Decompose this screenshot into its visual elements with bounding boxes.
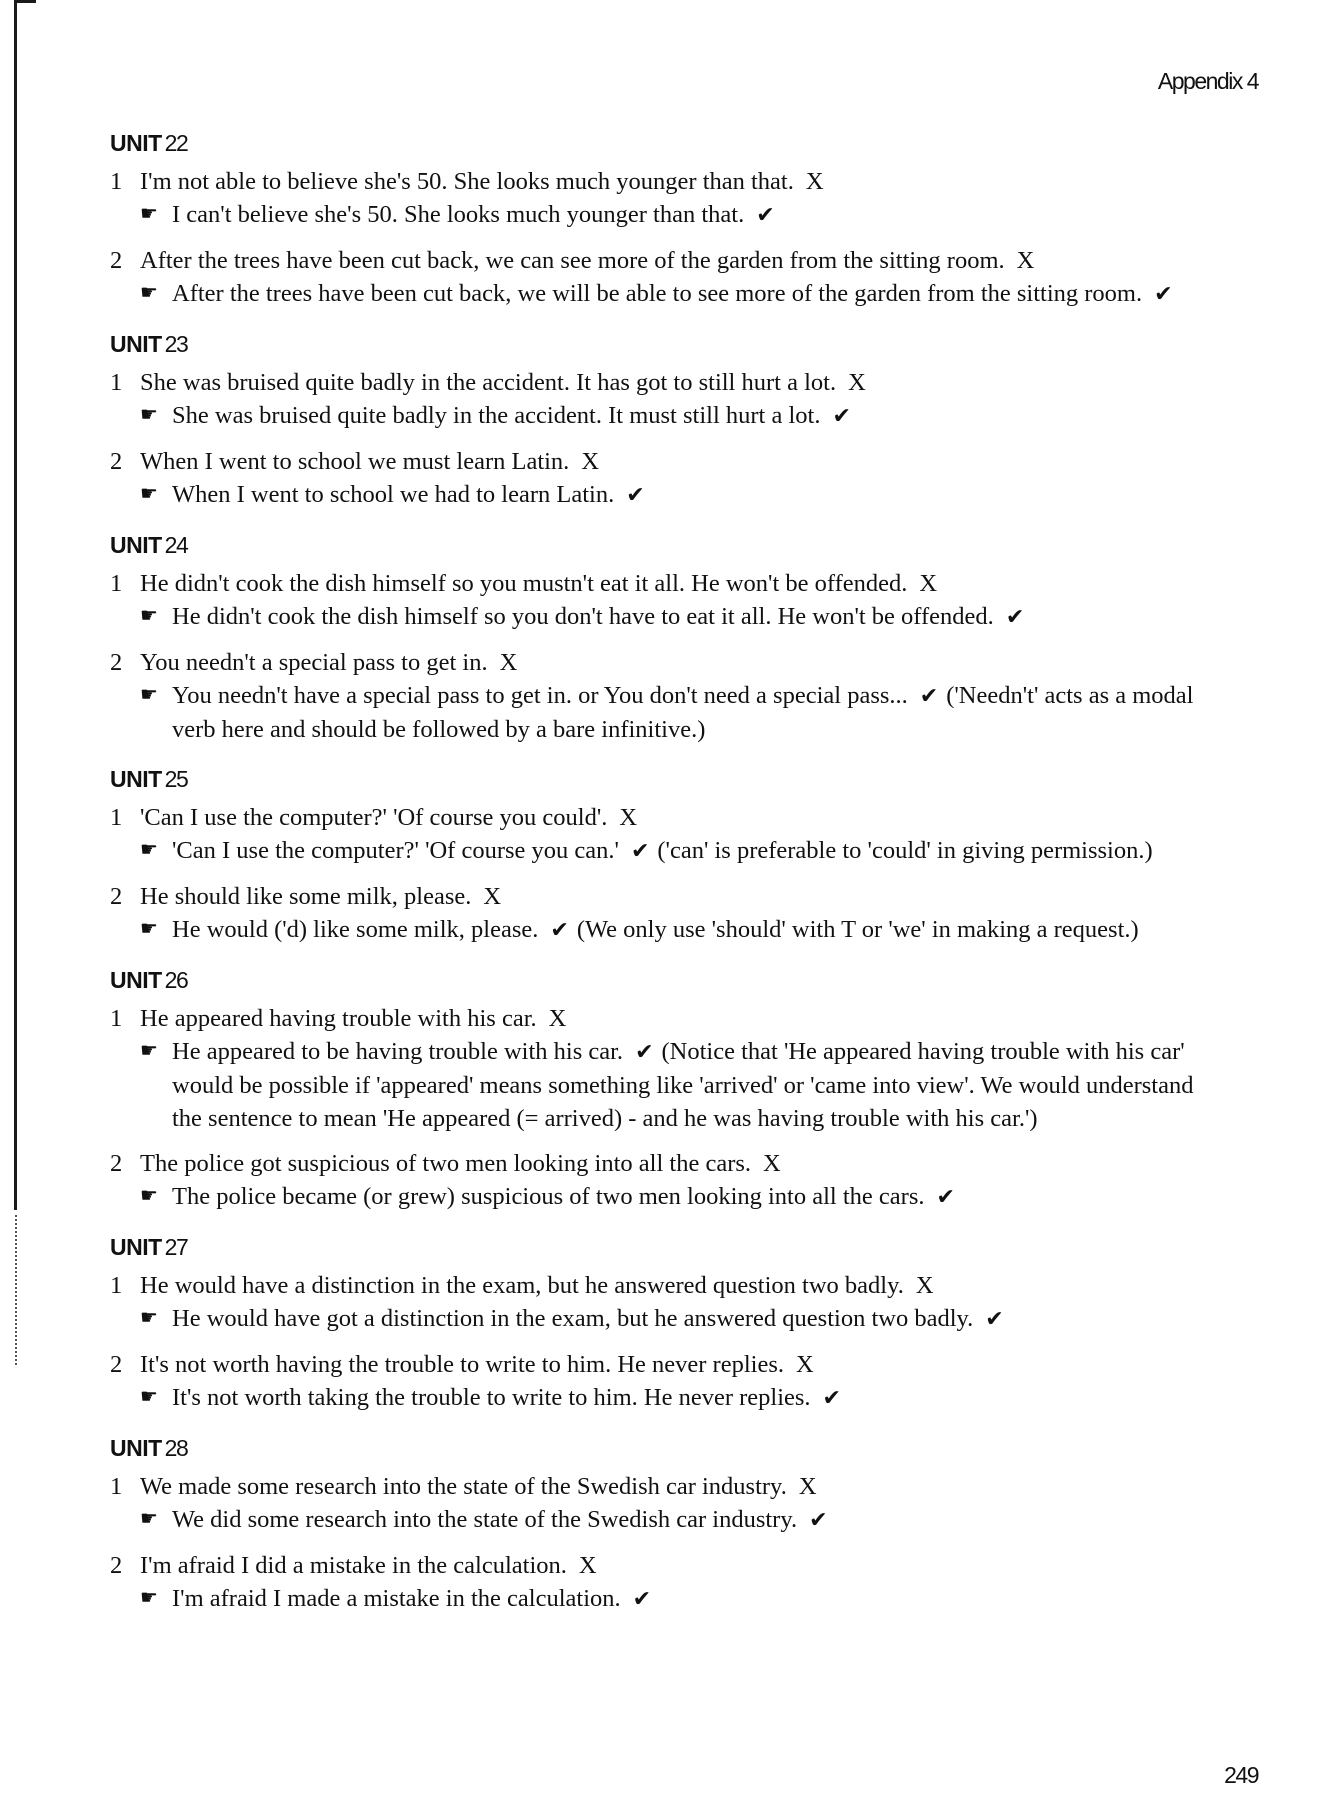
unit-heading [110,532,1220,559]
incorrect-sentence: We made some research into the state of the Swedish car industry. [140,1473,787,1500]
incorrect-sentence: He didn't cook the dish himself so you mustn't eat it all. He won't be offended. [140,570,908,597]
pointing-hand-icon: ☛ [140,1587,158,1609]
incorrect-sentence-line [110,445,1220,478]
exercise-item [110,1147,1220,1214]
exercise-item [110,801,1220,868]
corrected-sentence-line [110,1381,1220,1415]
corrected-sentence-line [110,198,1220,232]
incorrect-sentence-line [110,567,1220,600]
exercise-item [110,1348,1220,1415]
incorrect-sentence: When I went to school we must learn Latin. [140,448,570,475]
pointing-hand-icon: ☛ [140,1307,158,1329]
binding-edge-corner [14,0,36,3]
item-number: 2 [110,1552,123,1579]
pointing-hand-icon: ☛ [140,282,158,304]
pointing-hand-icon: ☛ [140,1508,158,1530]
incorrect-sentence: He appeared having trouble with his car. [140,1005,537,1032]
unit-label: UNIT [110,130,162,156]
corrected-sentence: We did some research into the state of the Swedish car industry. [172,1506,798,1533]
page-number: 249 [1224,1762,1258,1788]
item-number: 1 [110,804,123,831]
check-mark-icon: ✔ [832,404,851,429]
incorrect-sentence-line [110,880,1220,913]
corrected-sentence: When I went to school we had to learn Latin. [172,481,615,508]
check-mark-icon: ✔ [1154,282,1173,307]
incorrect-sentence-line [110,1147,1220,1180]
explanation-note: ('Needn't' acts as a modal verb here and should be followed by a bare infinitive.) [172,682,1200,743]
incorrect-sentence: I'm not able to believe she's 50. She looks much younger than that. [140,168,794,195]
corrected-sentence: She was bruised quite badly in the accident. It must still hurt a lot. [172,402,821,429]
item-number: 2 [110,1150,123,1177]
corrected-sentence-line [110,834,1220,868]
unit-section [110,532,1220,746]
corrected-sentence-line [110,1302,1220,1336]
incorrect-sentence: The police got suspicious of two men looking into all the cars. [140,1150,752,1177]
unit-heading [110,766,1220,793]
unit-heading [110,1435,1220,1462]
unit-label: UNIT [110,766,162,792]
corrected-sentence: He appeared to be having trouble with his car. [172,1038,624,1065]
exercise-item [110,880,1220,947]
cross-mark-icon: X [548,1005,567,1032]
unit-section [110,1435,1220,1616]
incorrect-sentence: He should like some milk, please. [140,883,472,910]
unit-number: 22 [164,130,188,156]
cross-mark-icon: X [483,883,502,910]
cross-mark-icon: X [915,1272,934,1299]
corrected-sentence: The police became (or grew) suspicious of two men looking into all the cars. [172,1183,925,1210]
unit-label: UNIT [110,1234,162,1260]
running-head: Appendix 4 [1157,68,1258,94]
corrected-sentence: You needn't have a special pass to get in. or You don't need a special pass... [172,682,908,709]
check-mark-icon: ✔ [1005,605,1025,630]
item-number: 1 [110,1005,123,1032]
incorrect-sentence: He would have a distinction in the exam, but he answered question two badly. [140,1272,904,1299]
corrected-sentence-line [110,478,1220,512]
pointing-hand-icon: ☛ [140,605,158,627]
corrected-sentence-line [110,1503,1220,1537]
corrected-sentence-line [110,1582,1220,1616]
item-number: 1 [110,1473,123,1500]
exercise-item [110,1002,1220,1135]
item-number: 1 [110,570,123,597]
item-number: 2 [110,649,123,676]
cross-mark-icon: X [499,649,518,676]
corrected-sentence-line [110,277,1220,311]
unit-section [110,1234,1220,1415]
check-mark-icon: ✔ [822,1386,841,1411]
corrected-sentence: After the trees have been cut back, we will be able to see more of the garden from the sitting room. [172,280,1143,307]
item-number: 1 [110,1272,123,1299]
explanation-note: (Notice that 'He appeared having trouble with his car' would be possible if 'appeared' means something like 'arrived' or 'came into view'. We would understand the sentence to mean 'He appeared (= arrived) - and he was having trouble with his car.') [172,1038,1200,1132]
check-mark-icon: ✔ [632,1587,652,1612]
check-mark-icon: ✔ [809,1508,828,1533]
pointing-hand-icon: ☛ [140,483,158,505]
pointing-hand-icon: ☛ [140,1185,158,1207]
corrected-sentence: He didn't cook the dish himself so you don't have to eat it all. He won't be offended. [172,603,994,630]
incorrect-sentence: After the trees have been cut back, we can see more of the garden from the sitting room. [140,247,1005,274]
incorrect-sentence-line [110,366,1220,399]
corrected-sentence-line [110,1180,1220,1214]
check-mark-icon: ✔ [630,839,650,864]
corrected-sentence-line [110,679,1220,746]
unit-label: UNIT [110,532,162,558]
item-number: 2 [110,1351,123,1378]
corrected-sentence: I can't believe she's 50. She looks much younger than that. [172,201,745,228]
incorrect-sentence: 'Can I use the computer?' 'Of course you could'. [140,804,608,831]
corrected-sentence-line [110,1035,1220,1135]
cross-mark-icon: X [919,570,938,597]
unit-label: UNIT [110,967,162,993]
unit-section [110,766,1220,947]
binding-edge-dots [15,1215,19,1365]
pointing-hand-icon: ☛ [140,839,158,861]
corrected-sentence-line [110,399,1220,433]
corrected-sentence: I'm afraid I made a mistake in the calculation. [172,1585,621,1612]
unit-number: 27 [164,1234,188,1260]
pointing-hand-icon: ☛ [140,404,158,426]
answer-key-content [110,130,1220,1636]
exercise-item [110,244,1220,311]
exercise-item [110,567,1220,634]
item-number: 2 [110,247,123,274]
incorrect-sentence-line [110,165,1220,198]
check-mark-icon: ✔ [756,203,775,228]
corrected-sentence: It's not worth taking the trouble to write to him. He never replies. [172,1384,811,1411]
exercise-item [110,445,1220,512]
incorrect-sentence-line [110,646,1220,679]
cross-mark-icon: X [1016,247,1035,274]
incorrect-sentence-line [110,1348,1220,1381]
cross-mark-icon: X [763,1150,781,1177]
item-number: 1 [110,369,123,396]
check-mark-icon: ✔ [936,1185,955,1210]
explanation-note: (We only use 'should' with T or 'we' in making a request.) [576,916,1139,943]
incorrect-sentence-line [110,801,1220,834]
incorrect-sentence: It's not worth having the trouble to write to him. He never replies. [140,1351,784,1378]
corrected-sentence: 'Can I use the computer?' 'Of course you can.' [172,837,619,864]
exercise-item [110,366,1220,433]
incorrect-sentence-line [110,1470,1220,1503]
item-number: 2 [110,883,123,910]
unit-number: 28 [164,1435,188,1461]
incorrect-sentence-line [110,244,1220,277]
explanation-note: ('can' is preferable to 'could' in giving permission.) [657,837,1153,864]
unit-section [110,130,1220,311]
item-number: 1 [110,168,123,195]
check-mark-icon: ✔ [635,1040,654,1065]
item-number: 2 [110,448,123,475]
unit-label: UNIT [110,331,162,357]
unit-number: 23 [164,331,188,357]
unit-heading [110,130,1220,157]
unit-number: 26 [164,967,188,993]
cross-mark-icon: X [798,1473,817,1500]
pointing-hand-icon: ☛ [140,203,158,225]
exercise-item [110,1549,1220,1616]
unit-number: 25 [164,766,188,792]
incorrect-sentence: She was bruised quite badly in the accident. It has got to still hurt a lot. [140,369,837,396]
corrected-sentence-line [110,600,1220,634]
exercise-item [110,1269,1220,1336]
unit-section [110,331,1220,512]
incorrect-sentence: You needn't a special pass to get in. [140,649,488,676]
corrected-sentence: He would ('d) like some milk, please. [172,916,539,943]
unit-heading [110,1234,1220,1261]
unit-label: UNIT [110,1435,162,1461]
check-mark-icon: ✔ [550,918,569,943]
unit-heading [110,331,1220,358]
unit-section [110,967,1220,1214]
incorrect-sentence: I'm afraid I did a mistake in the calculation. [140,1552,567,1579]
cross-mark-icon: X [619,804,638,831]
cross-mark-icon: X [805,168,824,195]
check-mark-icon: ✔ [919,684,939,709]
incorrect-sentence-line [110,1549,1220,1582]
incorrect-sentence-line [110,1269,1220,1302]
cross-mark-icon: X [581,448,600,475]
check-mark-icon: ✔ [626,483,645,508]
exercise-item [110,165,1220,232]
corrected-sentence: He would have got a distinction in the exam, but he answered question two badly. [172,1305,974,1332]
incorrect-sentence-line [110,1002,1220,1035]
unit-heading [110,967,1220,994]
pointing-hand-icon: ☛ [140,918,158,940]
corrected-sentence-line [110,913,1220,947]
cross-mark-icon: X [578,1552,597,1579]
pointing-hand-icon: ☛ [140,1386,158,1408]
cross-mark-icon: X [848,369,866,396]
binding-edge-line [14,0,17,1210]
cross-mark-icon: X [796,1351,814,1378]
check-mark-icon: ✔ [985,1307,1004,1332]
exercise-item [110,1470,1220,1537]
pointing-hand-icon: ☛ [140,1040,158,1062]
pointing-hand-icon: ☛ [140,684,158,706]
unit-number: 24 [164,532,188,558]
exercise-item [110,646,1220,746]
